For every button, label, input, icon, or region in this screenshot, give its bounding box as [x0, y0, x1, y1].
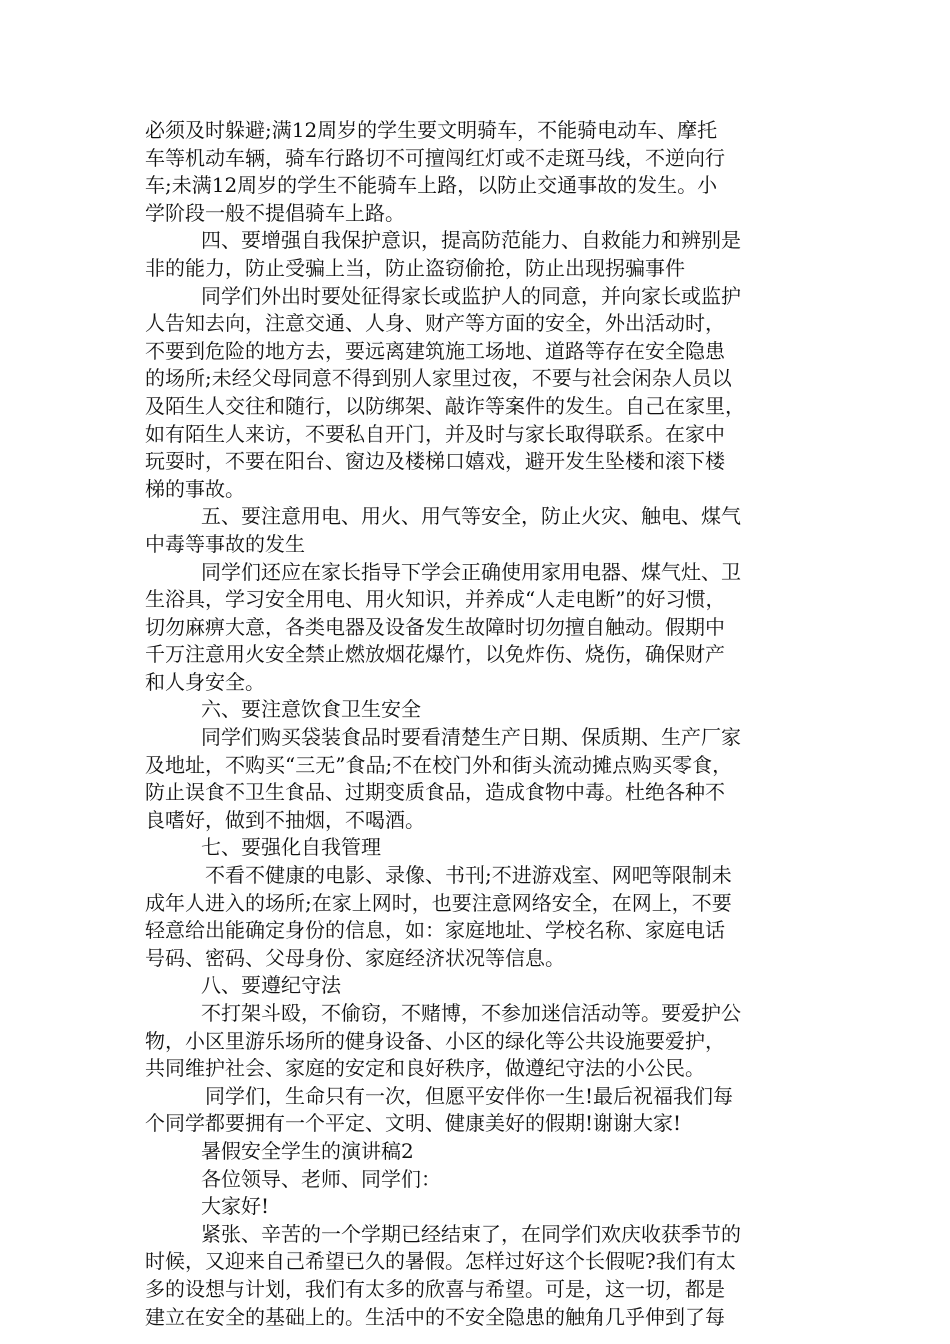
- text-line: 千万注意用火安全禁止燃放烟花爆竹，以免炸伤、烧伤，确保财产: [145, 642, 725, 667]
- text-line: 不打架斗殴，不偷窃，不赌博，不参加迷信活动等。要爱护公: [201, 1001, 741, 1025]
- text-line: 同学们，生命只有一次，但愿平安伴你一生!最后祝福我们每: [205, 1083, 734, 1108]
- text-line: 人告知去向，注意交通、人身、财产等方面的安全，外出活动时，: [145, 311, 725, 336]
- text-line: 轻意给出能确定身份的信息，如：家庭地址、学校名称、家庭电话: [145, 918, 725, 943]
- text-line: 大家好!: [201, 1194, 270, 1219]
- text-line: 的场所;未经父母同意不得到别人家里过夜，不要与社会闲杂人员以: [145, 366, 732, 391]
- text-line: 八、要遵纪守法: [201, 973, 341, 998]
- text-line: 中毒等事故的发生: [145, 531, 305, 556]
- document-body: [145, 117, 815, 1331]
- text-line: 同学们购买袋装食品时要看清楚生产日期、保质期、生产厂家: [201, 725, 741, 750]
- text-line: 各位领导、老师、同学们：: [201, 1166, 441, 1191]
- text-line: 车等机动车辆，骑车行路切不可擅闯红灯或不走斑马线，不逆向行: [145, 145, 725, 170]
- text-line: 梯的事故。: [145, 476, 245, 501]
- text-line: 时候，又迎来自己希望已久的暑假。怎样过好这个长假呢?我们有太: [145, 1249, 736, 1274]
- text-line: 成年人进入的场所;在家上网时，也要注意网络安全，在网上，不要: [145, 890, 732, 915]
- text-line: 号码、密码、父母身份、家庭经济状况等信息。: [145, 945, 565, 970]
- text-line: 非的能力，防止受骗上当，防止盗窃偷抢，防止出现拐骗事件: [145, 255, 685, 280]
- text-line: 车;未满12周岁的学生不能骑车上路，以防止交通事故的发生。小: [145, 173, 718, 198]
- text-line: 物，小区里游乐场所的健身设备、小区的绿化等公共设施要爱护，: [145, 1028, 725, 1053]
- text-line: 生浴具，学习安全用电、用火知识，并养成“人走电断”的好习惯，: [145, 587, 726, 612]
- text-line: 五、要注意用电、用火、用气等安全，防止火灾、触电、煤气: [201, 504, 741, 529]
- text-line: 玩耍时，不要在阳台、窗边及楼梯口嬉戏，避开发生坠楼和滚下楼: [145, 449, 725, 474]
- text-line: 学阶段一般不提倡骑车上路。: [145, 200, 405, 225]
- text-line: 不要到危险的地方去，要远离建筑施工场地、道路等存在安全隐患: [145, 338, 725, 363]
- text-line: 同学们外出时要处征得家长或监护人的同意，并向家长或监护: [201, 283, 741, 308]
- text-line: 共同维护社会、家庭的安定和良好秩序，做遵纪守法的小公民。: [145, 1056, 705, 1081]
- text-line: 良嗜好，做到不抽烟，不喝酒。: [145, 807, 425, 832]
- text-line: 防止误食不卫生食品、过期变质食品，造成食物中毒。杜绝各种不: [145, 780, 725, 805]
- text-line: 暑假安全学生的演讲稿2: [201, 1138, 414, 1163]
- text-line: 不看不健康的电影、录像、书刊;不进游戏室、网吧等限制未: [205, 863, 732, 888]
- text-line: 七、要强化自我管理: [201, 835, 381, 860]
- text-line: 切勿麻痹大意，各类电器及设备发生故障时切勿擅自触动。假期中: [145, 614, 725, 639]
- text-line: 个同学都要拥有一个平定、文明、健康美好的假期!谢谢大家!: [145, 1111, 682, 1136]
- text-line: 多的设想与计划，我们有太多的欣喜与希望。可是，这一切，都是: [145, 1276, 725, 1301]
- text-line: 及地址，不购买“三无”食品;不在校门外和街头流动摊点购买零食，: [145, 752, 733, 777]
- text-line: 如有陌生人来访，不要私自开门，并及时与家长取得联系。在家中: [145, 421, 725, 446]
- text-line: 及陌生人交往和随行，以防绑架、敲诈等案件的发生。自己在家里，: [145, 393, 745, 418]
- text-line: 和人身安全。: [145, 669, 265, 694]
- text-line: 紧张、辛苦的一个学期已经结束了，在同学们欢庆收获季节的: [201, 1221, 741, 1246]
- text-line: 同学们还应在家长指导下学会正确使用家用电器、煤气灶、卫: [201, 559, 741, 584]
- text-line: 六、要注意饮食卫生安全: [201, 697, 421, 722]
- text-line: 必须及时躲避;满12周岁的学生要文明骑车，不能骑电动车、摩托: [145, 118, 718, 142]
- text-line: 四、要增强自我保护意识，提高防范能力、自救能力和辨别是: [201, 228, 741, 253]
- text-line: 建立在安全的基础上的。生活中的不安全隐患的触角几乎伸到了每: [145, 1304, 725, 1329]
